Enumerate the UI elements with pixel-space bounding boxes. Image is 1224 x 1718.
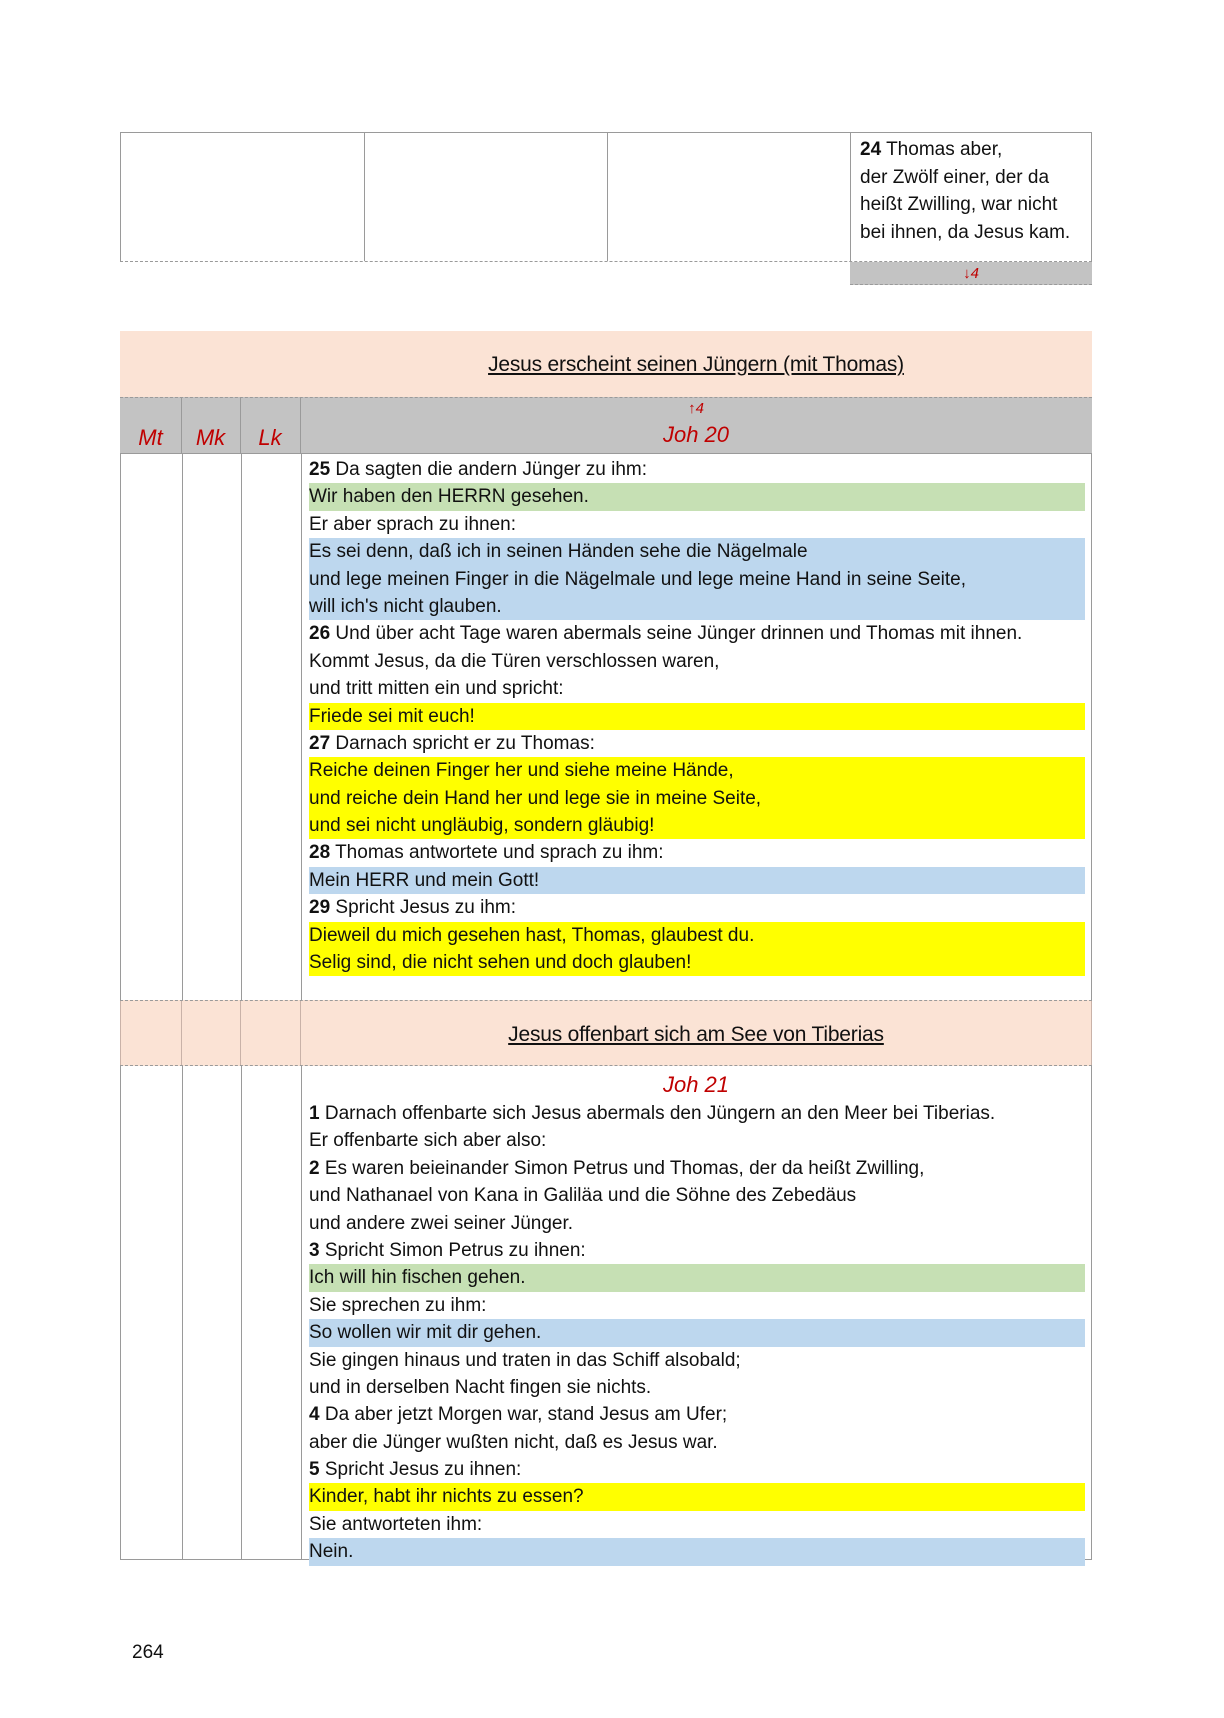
verse-text: Thomas antwortete und sprach zu ihm: (335, 842, 664, 864)
verse-number: 29 (309, 897, 331, 919)
verse-text: bei ihnen, da Jesus kam. (860, 221, 1071, 243)
verse-line (309, 1237, 1085, 1264)
column-divider (241, 1066, 242, 1559)
column-divider (301, 454, 302, 1000)
verse-text: will ich's nicht glauben. (309, 595, 502, 617)
verse-text: Dieweil du mich gesehen hast, Thomas, glaubest du. (309, 924, 755, 946)
verse-number: 1 (309, 1103, 320, 1124)
chapter-label-21: Joh 21 (662, 1072, 730, 1097)
verse-line (309, 456, 1085, 483)
verse-text: Reiche deinen Finger her und siehe meine Hände, (309, 760, 734, 782)
verse-number: 2 (309, 1157, 320, 1179)
verse-number: 4 (309, 1404, 320, 1426)
verse-line (309, 757, 1085, 784)
verse-text: und in derselben Nacht fingen sie nichts. (309, 1376, 652, 1398)
verse-line (309, 538, 1085, 565)
chapter-label-20: Joh 20 (662, 422, 730, 447)
verse-text: Spricht Jesus zu ihm: (335, 897, 516, 919)
verse-line (309, 1182, 1085, 1209)
verse-number: 27 (309, 732, 331, 754)
cross-ref-up: ↑4 (688, 400, 704, 417)
verse-text: Ich will hin fischen gehen. (309, 1267, 526, 1289)
verse-line (309, 1538, 1085, 1565)
verse-line (309, 894, 1085, 921)
verse-line (309, 1127, 1085, 1154)
top-cell-mk (364, 133, 608, 261)
top-verse-block (860, 136, 1086, 246)
verse-text: Thomas aber, (886, 139, 1003, 160)
verse-text: Darnach spricht er zu Thomas: (335, 732, 595, 754)
verse-text: Da sagten die andern Jünger zu ihm: (335, 459, 648, 480)
verse-line (309, 839, 1085, 866)
verse-text: Friede sei mit euch! (309, 705, 475, 727)
verse-text: Darnach offenbarte sich Jesus abermals den Jüngern an den Meer bei Tiberias. (324, 1103, 996, 1124)
column-divider (240, 1001, 241, 1065)
verse-text: Er aber sprach zu ihnen: (309, 513, 517, 535)
verse-text: Spricht Simon Petrus zu ihnen: (324, 1239, 586, 1261)
column-divider (182, 454, 183, 1000)
verse-line (309, 1264, 1085, 1291)
verse-number: 24 (860, 139, 882, 160)
verse-line (309, 1100, 1085, 1127)
verse-text: Sie sprechen zu ihm: (309, 1294, 487, 1316)
col-mt: Mt (120, 398, 182, 453)
verse-line (309, 1155, 1085, 1182)
verse-line (309, 922, 1085, 949)
section-header-2 (120, 1000, 1092, 1066)
verse-text: aber die Jünger wußten nicht, daß es Jesus war. (309, 1431, 718, 1453)
verse-line (309, 867, 1085, 894)
column-divider (182, 1066, 183, 1559)
column-divider (301, 1066, 302, 1559)
verse-line (309, 1292, 1085, 1319)
verse-line (309, 483, 1085, 510)
column-divider (120, 1001, 121, 1065)
verse-line (309, 675, 1085, 702)
cross-ref-down: ↓4 (850, 262, 1092, 285)
top-cell-lk (607, 133, 851, 261)
verse-line (309, 593, 1085, 620)
verse-line (309, 1401, 1085, 1428)
column-header (120, 397, 1092, 454)
verse-line (309, 1429, 1085, 1456)
verse-text: und tritt mitten ein und spricht: (309, 678, 564, 700)
section-title-2: Jesus offenbart sich am See von Tiberias (508, 1023, 884, 1046)
verse-text: Sie antworteten ihm: (309, 1513, 483, 1535)
col-mk: Mk (181, 398, 241, 453)
verse-line (309, 648, 1085, 675)
verse-text: und andere zwei seiner Jünger. (309, 1212, 574, 1234)
verse-text: Er offenbarte sich aber also: (309, 1130, 547, 1152)
verse-line (309, 511, 1085, 538)
verse-text: Es sei denn, daß ich in seinen Händen sehe die Nägelmale (309, 541, 808, 563)
verse-text: heißt Zwilling, war nicht (860, 194, 1058, 215)
verse-line (309, 703, 1085, 730)
verse-line (309, 949, 1085, 976)
verse-line (309, 620, 1085, 647)
verse-line (309, 566, 1085, 593)
verse-line (309, 1456, 1085, 1483)
verse-text: und sei nicht ungläubig, sondern gläubig! (309, 815, 655, 837)
verse-text: Da aber jetzt Morgen war, stand Jesus am Ufer; (324, 1404, 728, 1426)
col-lk: Lk (240, 398, 301, 453)
verse-number: 26 (309, 623, 331, 645)
verse-line (309, 1511, 1085, 1538)
verse-text: Mein HERR und mein Gott! (309, 869, 540, 891)
verse-line (309, 812, 1085, 839)
verse-text: und lege meinen Finger in die Nägelmale und lege meine Hand in seine Seite, (309, 568, 966, 590)
verse-number: 5 (309, 1459, 320, 1481)
verse-text: und Nathanael von Kana in Galiläa und die Söhne des Zebedäus (309, 1185, 857, 1207)
verse-text: Selig sind, die nicht sehen und doch glauben! (309, 952, 692, 974)
verse-lines-20 (309, 456, 1085, 976)
verse-text: und reiche dein Hand her und lege sie in meine Seite, (309, 787, 762, 809)
column-divider (181, 1001, 182, 1065)
verse-line (309, 1483, 1085, 1510)
verse-number: 25 (309, 459, 331, 480)
verse-text: Kinder, habt ihr nichts zu essen? (309, 1486, 584, 1508)
column-divider (241, 454, 242, 1000)
page-number: 264 (132, 1642, 164, 1663)
verse-number: 28 (309, 842, 331, 864)
verse-text: Es waren beieinander Simon Petrus und Thomas, der da heißt Zwilling, (324, 1157, 925, 1179)
verse-line (309, 785, 1085, 812)
verse-line (309, 1374, 1085, 1401)
verse-text: Und über acht Tage waren abermals seine Jünger drinnen und Thomas mit ihnen. (335, 623, 1023, 645)
verse-line (309, 1347, 1085, 1374)
verse-text: Wir haben den HERRN gesehen. (309, 486, 589, 508)
section-header-1 (120, 331, 1092, 397)
verse-text: der Zwölf einer, der da (860, 166, 1050, 188)
verse-text: Spricht Jesus zu ihnen: (324, 1459, 522, 1481)
verse-number: 3 (309, 1239, 320, 1261)
verse-text: So wollen wir mit dir gehen. (309, 1322, 542, 1344)
verse-line (309, 1210, 1085, 1237)
verse-line (309, 1319, 1085, 1346)
section-title-1: Jesus erscheint seinen Jüngern (mit Thomas) (488, 353, 904, 376)
verse-lines-21 (309, 1100, 1085, 1566)
verse-text: Nein. (309, 1541, 354, 1563)
verse-line (309, 730, 1085, 757)
verse-text: Sie gingen hinaus und traten in das Schiff alsobald; (309, 1349, 741, 1371)
top-cell-mt (121, 133, 365, 261)
verse-text: Kommt Jesus, da die Türen verschlossen waren, (309, 650, 720, 672)
